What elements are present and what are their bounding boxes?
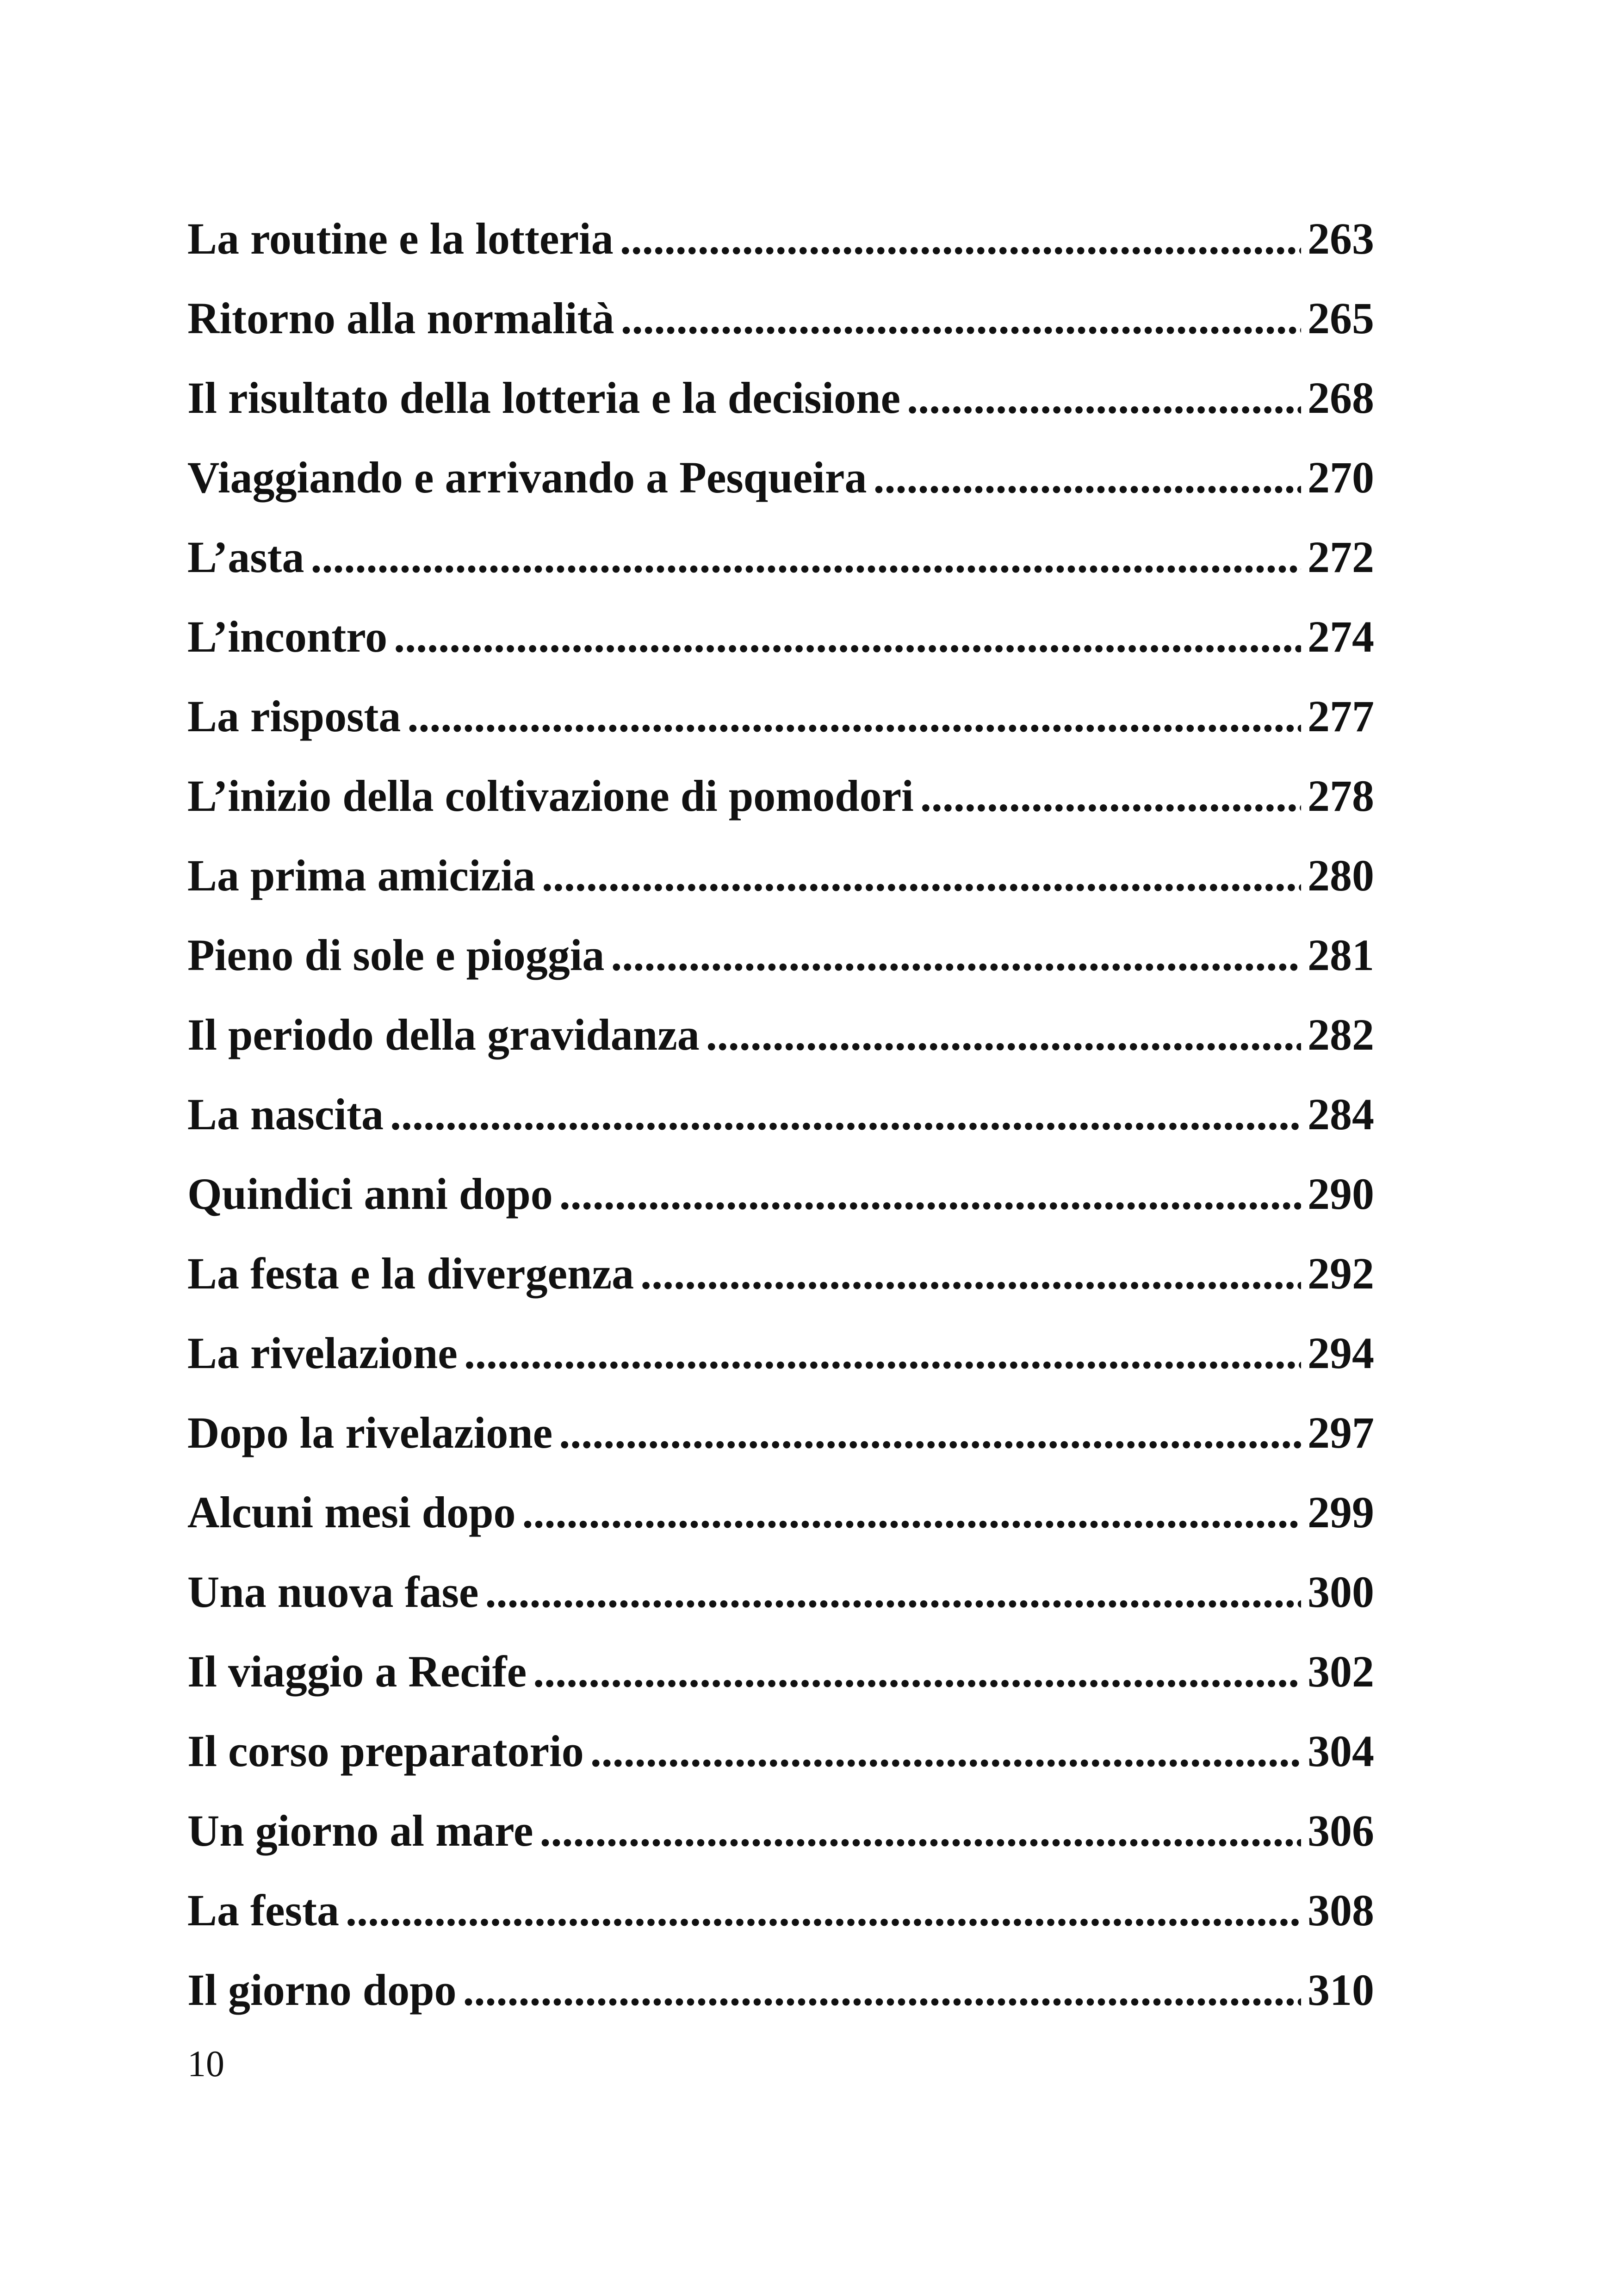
toc-entry-page: 310 xyxy=(1308,1965,1374,2015)
toc-dot-leader xyxy=(640,1234,1301,1313)
toc-entry-page: 265 xyxy=(1308,293,1374,343)
toc-entry-page: 263 xyxy=(1308,214,1374,263)
toc-entry-title: Il giorno dopo xyxy=(187,1965,457,2015)
toc-entry-page: 290 xyxy=(1308,1169,1374,1219)
toc-entry[interactable] xyxy=(187,517,1374,597)
toc-entry[interactable] xyxy=(187,1154,1374,1234)
toc-entry[interactable] xyxy=(187,279,1374,358)
toc-entry[interactable] xyxy=(187,1791,1374,1871)
toc-dot-leader xyxy=(920,756,1301,836)
toc-entry[interactable] xyxy=(187,1871,1374,1950)
toc-entry-page: 294 xyxy=(1308,1328,1374,1378)
toc-dot-leader xyxy=(621,279,1301,358)
toc-entry[interactable] xyxy=(187,1234,1374,1313)
toc-entry[interactable] xyxy=(187,756,1374,836)
toc-entry-page: 300 xyxy=(1308,1567,1374,1617)
toc-entry-title: La festa e la divergenza xyxy=(187,1249,634,1298)
toc-entry[interactable] xyxy=(187,1552,1374,1632)
toc-dot-leader xyxy=(611,915,1301,995)
toc-entry[interactable] xyxy=(187,836,1374,915)
toc-dot-leader xyxy=(620,199,1301,279)
toc-dot-leader xyxy=(390,1075,1301,1154)
toc-entry-page: 277 xyxy=(1308,691,1374,741)
toc-entry[interactable] xyxy=(187,438,1374,517)
toc-entry-page: 306 xyxy=(1308,1806,1374,1855)
toc-entry-page: 280 xyxy=(1308,851,1374,900)
toc-entry-page: 299 xyxy=(1308,1487,1374,1537)
toc-dot-leader xyxy=(522,1473,1301,1552)
toc-dot-leader xyxy=(706,995,1301,1075)
toc-entry-title: L’asta xyxy=(187,532,304,582)
toc-dot-leader xyxy=(542,836,1301,915)
toc-entry[interactable] xyxy=(187,199,1374,279)
table-of-contents xyxy=(187,199,1374,2030)
toc-entry[interactable] xyxy=(187,677,1374,756)
toc-entry-page: 268 xyxy=(1308,373,1374,423)
toc-entry-title: Ritorno alla normalità xyxy=(187,293,614,343)
toc-dot-leader xyxy=(590,1711,1301,1791)
toc-entry-title: Il corso preparatorio xyxy=(187,1726,584,1776)
toc-dot-leader xyxy=(311,517,1301,597)
toc-entry-page: 274 xyxy=(1308,612,1374,661)
toc-entry-title: Viaggiando e arrivando a Pesqueira xyxy=(187,453,867,502)
toc-entry-title: Un giorno al mare xyxy=(187,1806,533,1855)
toc-entry-title: Una nuova fase xyxy=(187,1567,479,1617)
toc-entry[interactable] xyxy=(187,358,1374,438)
toc-entry-page: 270 xyxy=(1308,453,1374,502)
toc-entry-title: La prima amicizia xyxy=(187,851,535,900)
toc-entry-page: 302 xyxy=(1308,1647,1374,1696)
toc-dot-leader xyxy=(485,1552,1301,1632)
toc-entry-title: Alcuni mesi dopo xyxy=(187,1487,516,1537)
toc-dot-leader xyxy=(533,1632,1301,1711)
toc-dot-leader xyxy=(346,1871,1301,1950)
toc-entry-page: 278 xyxy=(1308,771,1374,821)
page-number: 10 xyxy=(187,2044,224,2084)
toc-entry[interactable] xyxy=(187,1632,1374,1711)
toc-entry[interactable] xyxy=(187,915,1374,995)
toc-entry[interactable] xyxy=(187,1711,1374,1791)
toc-entry[interactable] xyxy=(187,995,1374,1075)
toc-dot-leader xyxy=(907,358,1301,438)
toc-entry-title: Dopo la rivelazione xyxy=(187,1408,553,1457)
toc-dot-leader xyxy=(463,1950,1301,2030)
toc-dot-leader xyxy=(559,1393,1301,1473)
toc-entry-page: 272 xyxy=(1308,532,1374,582)
toc-entry-title: La festa xyxy=(187,1885,339,1935)
toc-dot-leader xyxy=(540,1791,1301,1871)
toc-entry[interactable] xyxy=(187,1473,1374,1552)
toc-dot-leader xyxy=(407,677,1301,756)
toc-entry-title: L’incontro xyxy=(187,612,388,661)
toc-entry-title: Quindici anni dopo xyxy=(187,1169,553,1219)
toc-entry-title: La nascita xyxy=(187,1089,384,1139)
toc-entry[interactable] xyxy=(187,1313,1374,1393)
toc-entry[interactable] xyxy=(187,1075,1374,1154)
toc-entry-title: Il risultato della lotteria e la decisione xyxy=(187,373,901,423)
toc-entry-page: 281 xyxy=(1308,930,1374,980)
toc-dot-leader xyxy=(394,597,1301,677)
toc-entry-title: Il viaggio a Recife xyxy=(187,1647,527,1696)
toc-entry-page: 284 xyxy=(1308,1089,1374,1139)
toc-entry-title: La rivelazione xyxy=(187,1328,458,1378)
toc-entry-title: Pieno di sole e pioggia xyxy=(187,930,605,980)
toc-entry-title: La routine e la lotteria xyxy=(187,214,614,263)
toc-entry[interactable] xyxy=(187,597,1374,677)
toc-entry-page: 304 xyxy=(1308,1726,1374,1776)
toc-entry[interactable] xyxy=(187,1950,1374,2030)
toc-entry-page: 308 xyxy=(1308,1885,1374,1935)
toc-dot-leader xyxy=(559,1154,1301,1234)
toc-entry-page: 282 xyxy=(1308,1010,1374,1059)
toc-entry-title: L’inizio della coltivazione di pomodori xyxy=(187,771,914,821)
toc-entry[interactable] xyxy=(187,1393,1374,1473)
toc-dot-leader xyxy=(873,438,1301,517)
toc-entry-page: 297 xyxy=(1308,1408,1374,1457)
toc-entry-page: 292 xyxy=(1308,1249,1374,1298)
toc-entry-title: La risposta xyxy=(187,691,401,741)
toc-dot-leader xyxy=(464,1313,1301,1393)
toc-entry-title: Il periodo della gravidanza xyxy=(187,1010,700,1059)
